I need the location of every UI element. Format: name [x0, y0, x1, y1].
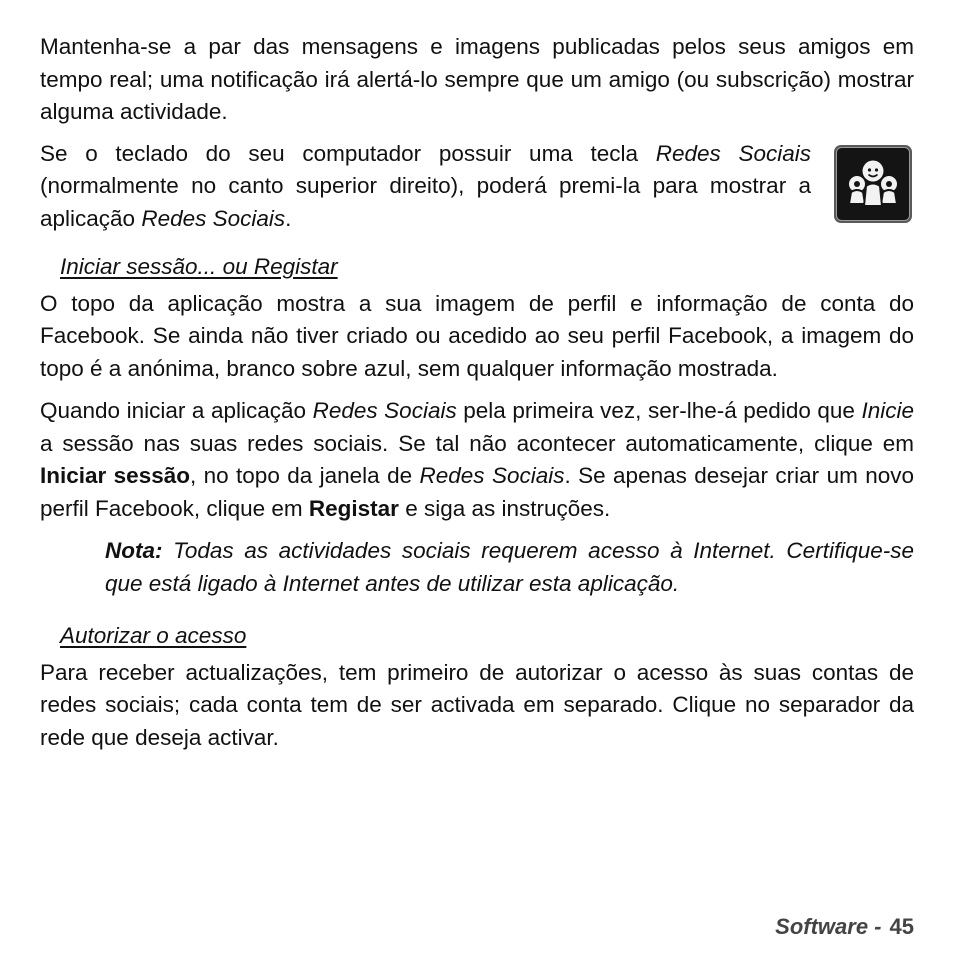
app-name: Redes Sociais [419, 463, 565, 488]
page-number: 45 [889, 914, 914, 939]
social-key-block [40, 138, 914, 236]
text-run: . Se apenas desejar criar um novo perfil Facebook, clique em [40, 463, 915, 521]
emphasis: Inicie [861, 398, 915, 423]
app-name: Redes Sociais [141, 205, 286, 231]
text-run: . [285, 205, 292, 231]
text-run: , no topo da janela de [189, 463, 420, 488]
authorize-paragraph: Para receber actualizações, tem primeiro de autorizar o acesso às suas contas de redes sociais; cada conta tem de ser activada em separado. Clique no separador da rede que deseja activar. [40, 659, 914, 750]
page-footer [775, 914, 914, 940]
footer-section: Software - [775, 914, 882, 939]
social-network-key-icon [833, 144, 913, 224]
section-heading-login: Iniciar sessão... ou Registar [60, 254, 338, 279]
document-page [40, 31, 914, 754]
register-term: Registar [308, 495, 399, 521]
text-run: e siga as instruções. [398, 495, 611, 521]
section-heading-authorize: Autorizar o acesso [60, 623, 247, 648]
text-run: Quando iniciar a aplicação [40, 398, 313, 423]
social-key-paragraph [40, 138, 811, 236]
text-run: pela primeira vez, ser-lhe-á pedido que [456, 398, 862, 423]
text-run: a sessão nas suas redes sociais. Se tal não acontecer automaticamente, clique em [40, 430, 914, 456]
text-run: Se o teclado do seu computador possuir uma tecla [40, 140, 656, 166]
note-text: Todas as actividades sociais requerem acesso à Internet. Certifique-se que está ligado à Internet antes de utilizar esta aplicação. [105, 538, 914, 596]
note-block [105, 535, 914, 600]
text-run: (normalmente no canto superior direito), poderá premi-la para mostrar a aplicação [40, 173, 811, 231]
login-paragraph [40, 395, 914, 525]
login-term: Iniciar sessão [40, 463, 190, 488]
profile-paragraph: O topo da aplicação mostra a sua imagem de perfil e informação de conta do Facebook. Se ainda não tiver criado ou acedido ao seu perfil Facebook, a imagem do topo é a anónima, branco sobre azul, sem qualquer informação mostrada. [40, 290, 914, 381]
app-name: Redes Sociais [312, 398, 457, 423]
intro-paragraph: Mantenha-se a par das mensagens e imagens publicadas pelos seus amigos em tempo real; uma notificação irá alertá-lo sempre que um amigo (ou subscrição) mostrar alguma actividade. [40, 34, 914, 124]
app-name: Redes Sociais [655, 140, 811, 166]
note-label: Nota: [105, 538, 163, 563]
